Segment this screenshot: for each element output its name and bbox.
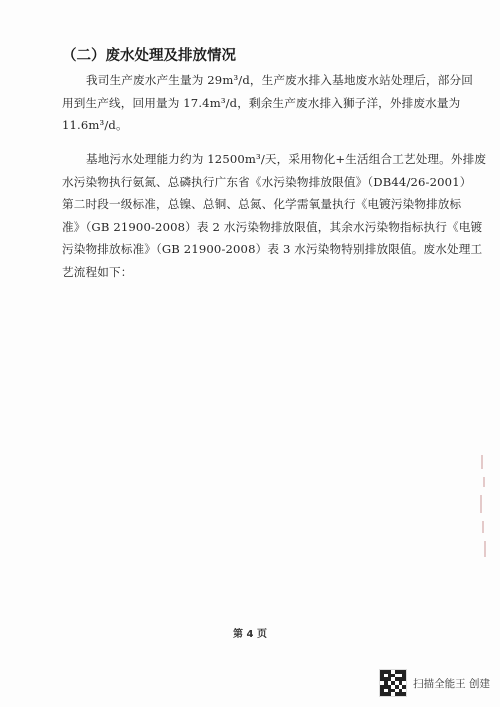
paragraph-line: 用到生产线，回用量为 17.4m³/d，剩余生产废水排入狮子洋，外排废水量为 — [62, 95, 461, 110]
paragraph-line: 准》（GB 21900-2008）表 2 水污染物排放限值，其余水污染物指标执行《电镀 — [62, 219, 483, 234]
paragraph-line: 水污染物执行氨氮、总磷执行广东省《水污染物排放限值》（DB44/26-2001） — [62, 174, 472, 189]
paragraph-line: 第二时段一级标准，总镍、总铜、总氮、化学需氧量执行《电镀污染物排放标 — [62, 197, 462, 211]
paragraph-line: 污染物排放标准》（GB 21900-2008）表 3 水污染物特别排放限值。废水处理工 — [62, 242, 483, 256]
watermark-text: 扫描全能王 创建 — [413, 677, 490, 690]
qr-code-icon — [379, 669, 407, 697]
section-heading: （二）废水处理及排放情况 — [62, 48, 236, 64]
paragraph-line: 我司生产废水产生量为 29m³/d，生产废水排入基地废水站处理后，部分回 — [86, 73, 474, 87]
paragraph-line: 艺流程如下： — [62, 264, 133, 279]
paragraph-line: 基地污水处理能力约为 12500m³/天，采用物化+生活组合工艺处理。外排废 — [86, 152, 487, 166]
paragraph-line: 11.6m³/d。 — [62, 118, 128, 132]
paragraph-treatment-standards — [62, 148, 487, 283]
page-number: 第 4 页 — [233, 629, 267, 640]
scanner-watermark — [379, 669, 490, 697]
scan-artifact — [480, 455, 486, 565]
paragraph-wastewater-volume — [62, 69, 474, 137]
